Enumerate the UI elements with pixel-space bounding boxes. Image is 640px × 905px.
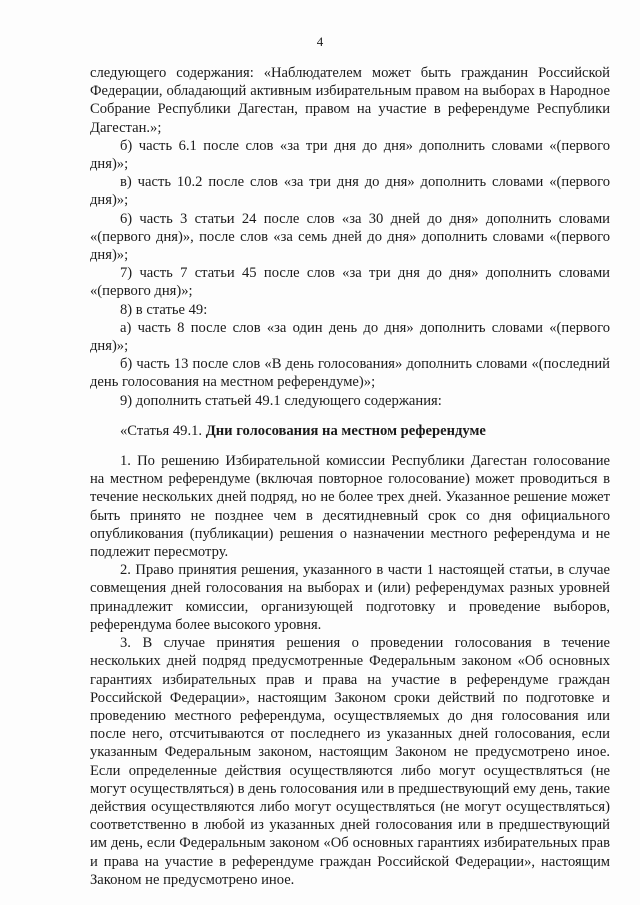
paragraph-continuation: следующего содержания: «Наблюдателем может быть гражданин Российской Федерации, обладающий активным избирательным правом на выборах в Народное Собрание Республики Дагестан, правом на участие в референдуме Республики Дагестан.»; — [90, 65, 610, 136]
article-prefix: «Статья 49.1. — [120, 422, 206, 439]
clause-3: 3. В случае принятия решения о проведении голосования в течение нескольких дней подряд предусмотренные Федеральным законом «Об основных гарантиях избирательных прав и права на участие в референдуме граждан Российской Федерации», настоящим Законом сроки действий по подготовке и проведению местного референдума, осуществляемых до дня голосования или после него, отсчитываются от последнего из указанных дней голосования, если указанным Федеральным законом, настоящим Законом не предусмотрено иное. Если определенные действия осуществляются либо могут осуществляться (не могут осуществляться) в день голосования или в предшествующий ему день, такие действия осуществляются либо могут осуществляться (не могут осуществляться) соответственно в любой из указанных дней голосования или в предшествующий им день, если Федеральным законом «Об основных гарантиях избирательных прав и права на участие в референдуме граждан Российской Федерации», настоящим Законом не предусмотрено иное. — [90, 635, 610, 888]
article-title: Дни голосования на местном референдуме — [205, 422, 486, 439]
paragraph-item-6: 6) часть 3 статьи 24 после слов «за 30 дней до дня» дополнить словами «(первого дня)», после слов «за семь дней до дня» дополнить словами «(первого дня)»; — [90, 210, 610, 264]
page-number: 4 — [316, 34, 324, 49]
paragraph-item-8: 8) в статье 49: — [120, 301, 208, 318]
paragraph-item-a-8: а) часть 8 после слов «за один день до дня» дополнить словами «(первого дня)»; — [90, 319, 610, 355]
document-body — [90, 64, 610, 889]
clause-2: 2. Право принятия решения, указанного в части 1 настоящей статьи, в случае совмещения дней голосования на выборах и (или) референдумах разных уровней принадлежит комиссии, организующей подготовку и проведение выборов, референдума более высокого уровня. — [90, 562, 610, 633]
paragraph-item-b-13: б) часть 13 после слов «В день голосования» дополнить словами «(последний день голосования на местном референдуме)»; — [90, 356, 610, 391]
paragraph-item-9: 9) дополнить статьей 49.1 следующего содержания: — [120, 392, 442, 409]
paragraph-item-7: 7) часть 7 статьи 45 после слов «за три дня до дня» дополнить словами «(первого дня)»; — [90, 265, 610, 300]
article-heading — [90, 422, 610, 440]
clause-1: 1. По решению Избирательной комиссии Республики Дагестан голосование на местном референдуме (включая повторное голосование) может проводиться в течение нескольких дней подряд, но не более трех дней. Указанное решение может быть принято не позднее чем в десятидневный срок со дня официального опубликования (публикации) решения о назначении местного референдума и не подлежит пересмотру. — [90, 453, 610, 561]
paragraph-item-v-10-2: в) часть 10.2 после слов «за три дня до дня» дополнить словами «(первого дня)»; — [90, 174, 610, 209]
paragraph-item-b-6-1: б) часть 6.1 после слов «за три дня до дня» дополнить словами «(первого дня)»; — [90, 137, 610, 173]
